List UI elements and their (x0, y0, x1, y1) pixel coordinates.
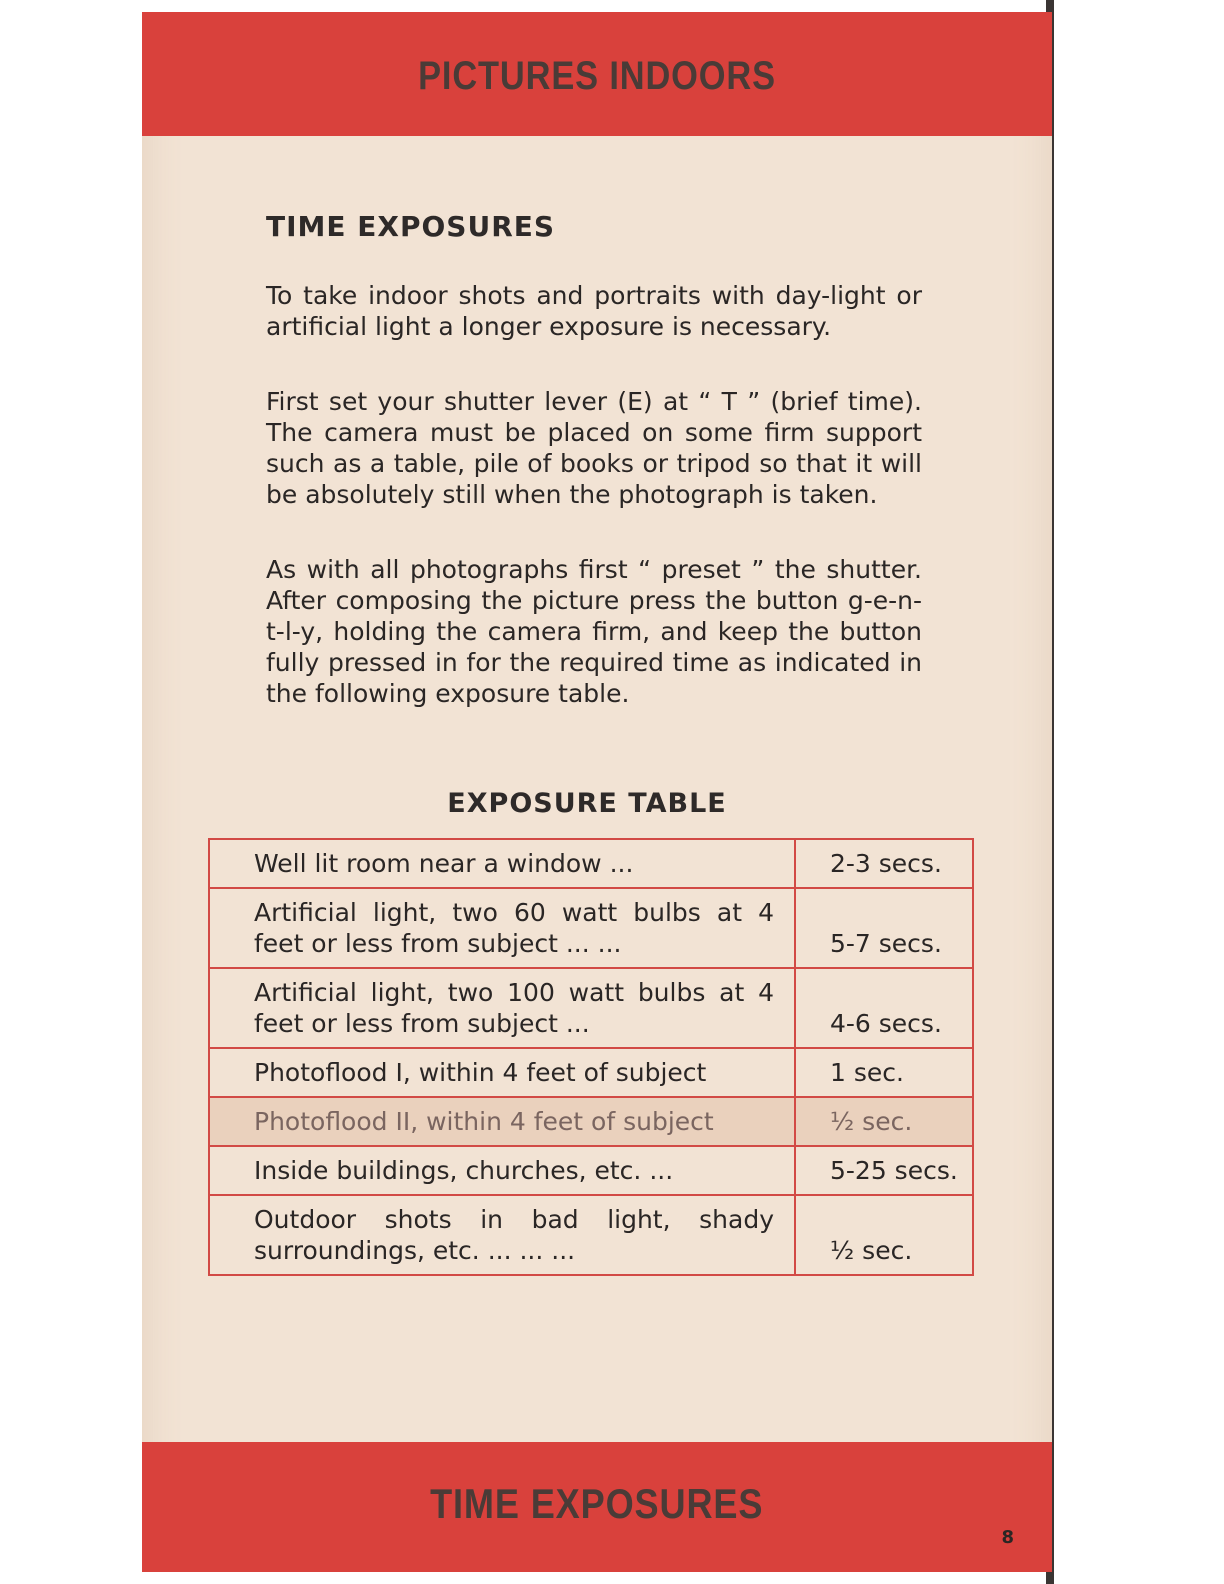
exposure-time-cell: ½ sec. (795, 1195, 973, 1275)
exposure-table (208, 838, 974, 1276)
footer-title: TIME EXPOSURES (430, 1480, 764, 1527)
table-row (209, 968, 973, 1048)
table-row (209, 839, 973, 888)
exposure-time-cell: 5-25 secs. (795, 1146, 973, 1195)
page-number: 8 (1001, 1527, 1014, 1548)
page-title: PICTURES INDOORS (418, 53, 776, 98)
table-row (209, 1097, 973, 1146)
paragraph-shutter-setup: First set your shutter lever (E) at “ T ” (brief time). The camera must be placed on some firm support such as a table, pile of books or tripod so that it will be absolutely still when the photograph is taken. (266, 387, 922, 509)
exposure-time-cell: 5-7 secs. (795, 888, 973, 968)
section-heading: TIME EXPOSURES (266, 210, 556, 243)
header-banner (142, 12, 1052, 136)
exposure-time-cell: 4-6 secs. (795, 968, 973, 1048)
paragraph-intro: To take indoor shots and portraits with day-light or artificial light a longer exposure is necessary. (266, 281, 922, 341)
manual-page (142, 12, 1052, 1572)
table-row (209, 1048, 973, 1097)
exposure-table-title: EXPOSURE TABLE (447, 788, 727, 819)
exposure-time-cell: ½ sec. (795, 1097, 973, 1146)
table-row (209, 888, 973, 968)
exposure-time-cell: 2-3 secs. (795, 839, 973, 888)
exposure-time-cell: 1 sec. (795, 1048, 973, 1097)
paragraph-preset-shutter: As with all photographs first “ preset ” the shutter. After composing the picture press the button g-e-n-t-l-y, holding the camera firm, and keep the button fully pressed in for the required time as indicated in the following exposure table. (266, 555, 922, 708)
condition-cell: Photoflood II, within 4 feet of subject (209, 1097, 795, 1146)
table-row (209, 1195, 973, 1275)
table-row (209, 1146, 973, 1195)
condition-cell: Well lit room near a window ... (209, 839, 795, 888)
footer-banner (142, 1442, 1052, 1572)
condition-cell: Artificial light, two 100 watt bulbs at 4 feet or less from subject ... (209, 968, 795, 1048)
condition-cell: Artificial light, two 60 watt bulbs at 4 feet or less from subject ... ... (209, 888, 795, 968)
condition-cell: Outdoor shots in bad light, shady surroundings, etc. ... ... ... (209, 1195, 795, 1275)
condition-cell: Photoflood I, within 4 feet of subject (209, 1048, 795, 1097)
condition-cell: Inside buildings, churches, etc. ... (209, 1146, 795, 1195)
